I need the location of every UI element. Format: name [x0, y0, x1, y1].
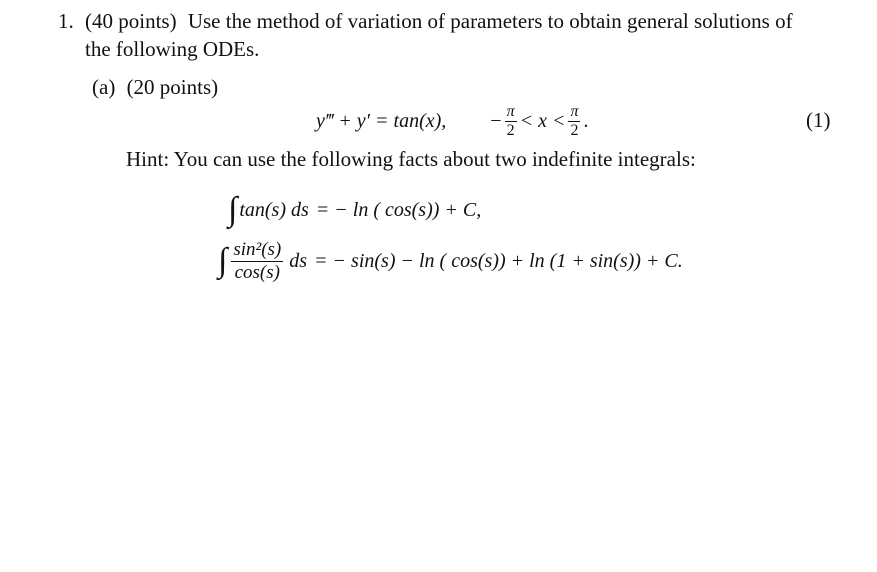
- domain-period: .: [583, 110, 589, 132]
- denominator-two: 2: [568, 121, 580, 140]
- problem-instruction: Use the method of variation of parameters to obtain general solutions of: [187, 9, 793, 33]
- ode-equation: [316, 100, 588, 142]
- integral-1-result: = − ln ( cos(s)) + C,: [315, 199, 482, 221]
- fraction-denominator: cos(s): [231, 261, 283, 284]
- ode-lhs: y‴ + y′ = tan(x),: [316, 110, 447, 132]
- problem-points: (40 points): [85, 9, 177, 33]
- problem-header: [58, 8, 793, 34]
- integral-1: [228, 190, 481, 230]
- pi-symbol: π: [506, 102, 515, 120]
- problem-instruction-continued: the following ODEs.: [85, 37, 260, 61]
- domain-middle: < x <: [519, 110, 566, 132]
- part-a-points: (20 points): [126, 75, 219, 99]
- part-a-header: [92, 74, 218, 100]
- pi-over-two: [568, 103, 580, 140]
- fraction-numerator: sin²(s): [233, 238, 282, 260]
- problem-number: 1.: [58, 9, 74, 33]
- integral-2-differential: ds: [289, 250, 308, 272]
- hint-text: Hint: You can use the following facts about two indefinite integrals:: [126, 147, 696, 171]
- part-a-label: (a): [92, 75, 116, 99]
- integral-1-integrand: tan(s) ds: [239, 199, 309, 221]
- pi-symbol: π: [570, 102, 579, 120]
- denominator-two: 2: [505, 121, 517, 140]
- integral-sign: ∫: [218, 242, 228, 279]
- integral-2-result: = − sin(s) − ln ( cos(s)) + ln (1 + sin(s)) + C.: [314, 250, 683, 272]
- sin-squared-over-cos: [231, 239, 283, 284]
- neg-pi-over-two: [505, 103, 517, 140]
- integral-sign: ∫: [228, 191, 238, 228]
- equation-number: (1): [806, 108, 831, 132]
- integral-2: [218, 234, 683, 288]
- domain-minus-sign: −: [490, 110, 502, 132]
